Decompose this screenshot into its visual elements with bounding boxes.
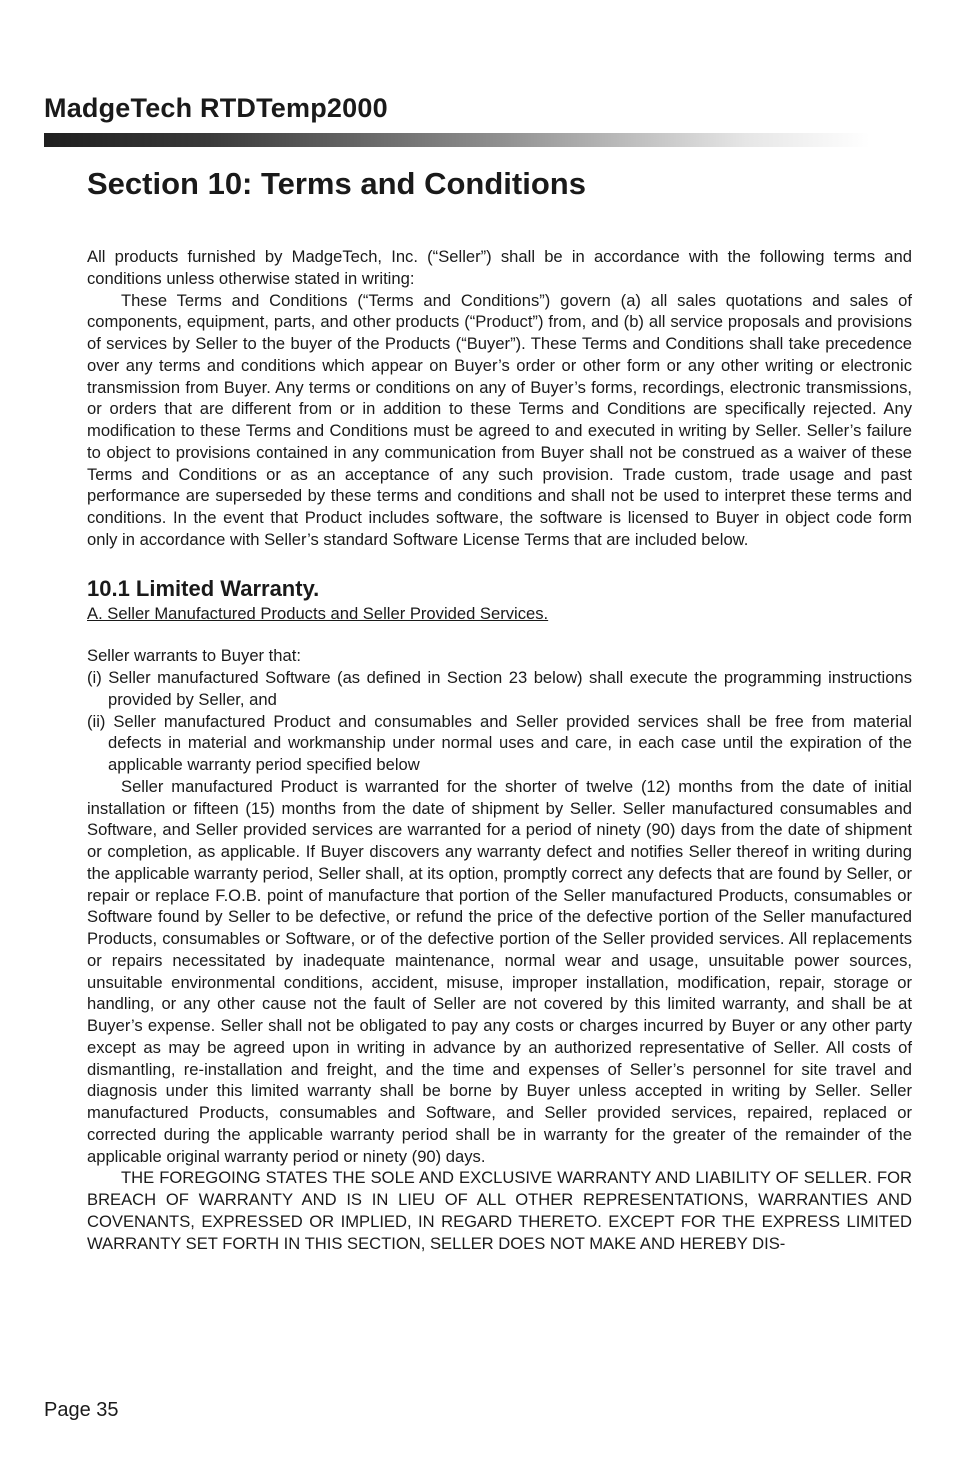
warranty-subheading: A. Seller Manufactured Products and Seller Provided Services.: [87, 603, 549, 623]
warranty-clause-i: (i) Seller manufactured Software (as defined in Section 23 below) shall execute the programming instructions provided by Seller, and: [87, 668, 912, 709]
spacer: [87, 624, 912, 645]
section-title: Section 10: Terms and Conditions: [87, 166, 586, 201]
limited-warranty-heading: 10.1 Limited Warranty.: [87, 575, 320, 601]
header-gradient-bar: [44, 133, 870, 147]
document-body: [87, 246, 912, 1254]
intro-paragraph: All products furnished by MadgeTech, Inc. (“Seller”) shall be in accordance with the following terms and conditions unless otherwise stated in writing:: [87, 247, 912, 288]
document-header-title: MadgeTech RTDTemp2000: [44, 93, 388, 123]
warranty-body-paragraph: Seller manufactured Product is warranted for the shorter of twelve (12) months from the date of initial installation or fifteen (15) months from the date of shipment by Seller. Seller manufactured consumables and Software, and Seller provided services are warranted for a period of ninety (90) days from the date of shipment or completion, as applicable. If Buyer discovers any warranty defect and notifies Seller thereof in writing during the applicable warranty period, Seller shall, at its option, promptly correct any defects that are found by Seller, or repair or replace F.O.B. point of manufacture that portion of the Seller manufactured Products, consumables or Software found by Seller to be defective, or refund the price of the defective portion of the Seller manufactured Products, consumables or Software, or of the defective portion of the Seller provided services. All replacements or repairs necessitated by inadequate maintenance, normal wear and usage, unsuitable power sources, unsuitable environmental conditions, accident, misuse, improper installation, modification, repair, storage or handling, or any other cause not the fault of Seller are not covered by this limited warranty, and shall be at Buyer’s expense. Seller shall not be obligated to pay any costs or charges incurred by Buyer or any other party except as may be agreed upon in writing in advance by an authorized representative of Seller. All costs of dismantling, re-installation and freight, and the time and expenses of Seller’s personnel for site travel and diagnosis under this limited warranty shall be borne by Buyer unless accepted in writing by Seller. Seller manufactured Products, consumables and Software, and Seller provided services, repaired, replaced or corrected during the applicable warranty period shall be in warranty for the greater of the remainder of the applicable original warranty period or ninety (90) days.: [87, 776, 912, 1166]
terms-paragraph: These Terms and Conditions (“Terms and Conditions”) govern (a) all sales quotations and sales of components, equipment, parts, and other products (“Product”) from, and (b) all service proposals and provisions of services by Seller to the buyer of the Products (“Buyer”). These Terms and Conditions shall take precedence over any terms and conditions which appear on Buyer’s order or other form or any other writing or electronic transmission from Buyer. Any terms or conditions on any of Buyer’s forms, recordings, electronic transmissions, or orders that are different from or in addition to these Terms and Conditions are specifically rejected. Any modification to these Terms and Conditions must be agreed to and executed in writing by Seller. Seller’s failure to object to provisions contained in any communication from Buyer shall not be construed as a waiver of these Terms and Conditions or as an acceptance of any such provision. Trade custom, trade usage and past performance are superseded by these terms and conditions and shall not be used to interpret these terms and conditions. In the event that Product includes software, the software is licensed to Buyer in object code form only in accordance with Seller’s standard Software License Terms that are included below.: [87, 290, 912, 549]
warranty-lead: Seller warrants to Buyer that:: [87, 646, 301, 666]
page-number: Page 35: [44, 1399, 119, 1421]
warranty-clause-ii: (ii) Seller manufactured Product and consumables and Seller provided services shall be free from material defects in material and workmanship under normal uses and care, in each case until the expiration of the applicable warranty period specified below: [87, 711, 912, 774]
warranty-disclaimer-paragraph: THE FOREGOING STATES THE SOLE AND EXCLUSIVE WARRANTY AND LIABILITY OF SELLER. FOR BREACH OF WARRANTY AND IS IN LIEU OF ALL OTHER REPRESENTATIONS, WARRANTIES AND COVENANTS, EXPRESSED OR IMPLIED, IN REGARD THERETO. EXCEPT FOR THE EXPRESS LIMITED WARRANTY SET FORTH IN THIS SECTION, SELLER DOES NOT MAKE AND HEREBY DIS-: [87, 1168, 912, 1253]
